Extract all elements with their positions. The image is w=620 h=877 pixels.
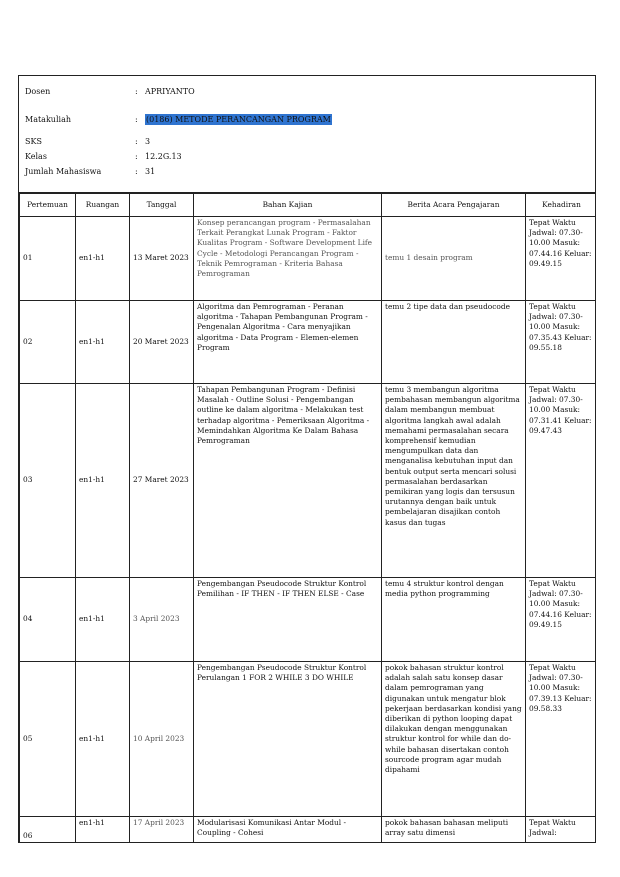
table-row (20, 817, 597, 844)
table-row (20, 662, 597, 817)
berita-cell: pokok bahasan struktur kontrol adalah salah satu konsep dasar dalam pemrograman yang digunakan untuk mengatur blok pekerjaan berdasarkan kondisi yang diberikan di python looping dapat dilakukan dengan menggunakan struktur kontrol for while dan do-while bahasan disertakan contoh sourcode program agar mudah dipahami (382, 662, 526, 817)
bahan-cell: Tahapan Pembangunan Program - Definisi Masalah - Outline Solusi - Pengembangan outline ke dalam algoritma - Melakukan test terhadap algoritma - Pemeriksaan Algoritma - Memindahkan Algoritma Ke Dalam Bahasa Pemrograman (194, 384, 382, 578)
pertemuan-cell: 01 (20, 217, 76, 301)
pertemuan-cell: 05 (20, 662, 76, 817)
dosen-row (25, 86, 195, 97)
kehadiran-cell: Tepat Waktu Jadwal: 07.30-10.00 Masuk: 07.39.13 Keluar: 09.58.33 (526, 662, 597, 817)
bahan-cell: Pengembangan Pseudocode Struktur Kontrol Pemilihan - IF THEN - IF THEN ELSE - Case (194, 578, 382, 662)
col-tanggal: Tanggal (130, 194, 194, 217)
col-ruangan: Ruangan (76, 194, 130, 217)
colon: : (135, 115, 138, 124)
pertemuan-cell: 04 (20, 578, 76, 662)
attendance-table (19, 193, 596, 843)
ruangan-cell: en1-h1 (76, 384, 130, 578)
colon: : (135, 87, 138, 96)
matakuliah-value: (0186) METODE PERANCANGAN PROGRAM (146, 115, 331, 124)
kehadiran-cell: Tepat Waktu Jadwal: 07.30-10.00 Masuk: 07.44.16 Keluar: 09.49.15 (526, 578, 597, 662)
tanggal-cell: 10 April 2023 (130, 662, 194, 817)
sks-label: SKS (25, 137, 42, 146)
kehadiran-cell: Tepat Waktu Jadwal: (526, 817, 597, 844)
bahan-cell: Modularisasi Komunikasi Antar Modul - Coupling - Cohesi (194, 817, 382, 844)
table-header-row (20, 194, 597, 217)
kelas-value: 12.2G.13 (145, 152, 182, 161)
dosen-label: Dosen (25, 87, 51, 96)
course-header (19, 76, 595, 193)
kelas-row (25, 151, 182, 162)
tanggal-cell: 17 April 2023 (130, 817, 194, 844)
colon: : (135, 152, 138, 161)
table-row (20, 384, 597, 578)
matakuliah-row (25, 114, 332, 125)
berita-cell: temu 3 membangun algoritma pembahasan membangun algoritma dalam membangun membuat algoritma langkah awal adalah memahami permasalahan secara komprehensif kemudian mengumpulkan data dan menganalisa kebutuhan input dan bentuk output serta mencari solusi permasalahan berdasarkan pemikiran yang logis dan tersusun urutannya dengan baik untuk pembelajaran disajikan contoh kasus dan tugas (382, 384, 526, 578)
colon: : (135, 167, 138, 176)
sks-value: 3 (145, 137, 151, 146)
jumlah-value: 31 (145, 167, 156, 176)
table-row (20, 301, 597, 384)
tanggal-cell: 3 April 2023 (130, 578, 194, 662)
ruangan-cell: en1-h1 (76, 662, 130, 817)
table-row (20, 578, 597, 662)
tanggal-cell: 13 Maret 2023 (130, 217, 194, 301)
pertemuan-cell: 03 (20, 384, 76, 578)
colon: : (135, 137, 138, 146)
ruangan-cell: en1-h1 (76, 301, 130, 384)
sks-row (25, 136, 150, 147)
bahan-cell: Pengembangan Pseudocode Struktur Kontrol Perulangan 1 FOR 2 WHILE 3 DO WHILE (194, 662, 382, 817)
kehadiran-cell: Tepat Waktu Jadwal: 07.30-10.00 Masuk: 07.44.16 Keluar: 09.49.15 (526, 217, 597, 301)
kehadiran-cell: Tepat Waktu Jadwal: 07.30-10.00 Masuk: 07.31.41 Keluar: 09.47.43 (526, 384, 597, 578)
matakuliah-label: Matakuliah (25, 115, 71, 124)
attendance-document (18, 75, 596, 843)
ruangan-cell: en1-h1 (76, 817, 130, 844)
bahan-cell: Algoritma dan Pemrograman - Peranan algoritma - Tahapan Pembangunan Program - Pengenalan Algoritma - Cara menyajikan algoritma - Data Program - Elemen-elemen Program (194, 301, 382, 384)
kelas-label: Kelas (25, 152, 47, 161)
dosen-value: APRIYANTO (145, 87, 195, 96)
col-berita-acara: Berita Acara Pengajaran (382, 194, 526, 217)
jumlah-row (25, 166, 155, 177)
berita-cell: pokok bahasan bahasan meliputi array satu dimensi (382, 817, 526, 844)
pertemuan-cell: 02 (20, 301, 76, 384)
kehadiran-cell: Tepat Waktu Jadwal: 07.30-10.00 Masuk: 07.35.43 Keluar: 09.55.18 (526, 301, 597, 384)
pertemuan-cell: 06 (20, 817, 76, 844)
col-bahan-kajian: Bahan Kajian (194, 194, 382, 217)
berita-cell: temu 2 tipe data dan pseudocode (382, 301, 526, 384)
berita-cell: temu 1 desain program (382, 217, 526, 301)
ruangan-cell: en1-h1 (76, 217, 130, 301)
jumlah-label: Jumlah Mahasiswa (25, 167, 102, 176)
bahan-cell: Konsep perancangan program - Permasalahan Terkait Perangkat Lunak Program - Faktor Kualitas Program - Software Development Life Cycle - Metodologi Perancangan Program - Teknik Pemrograman - Kriteria Bahasa Pemrograman (194, 217, 382, 301)
col-pertemuan: Pertemuan (20, 194, 76, 217)
tanggal-cell: 27 Maret 2023 (130, 384, 194, 578)
berita-cell: temu 4 struktur kontrol dengan media python programming (382, 578, 526, 662)
tanggal-cell: 20 Maret 2023 (130, 301, 194, 384)
col-kehadiran: Kehadiran (526, 194, 597, 217)
ruangan-cell: en1-h1 (76, 578, 130, 662)
table-row (20, 217, 597, 301)
